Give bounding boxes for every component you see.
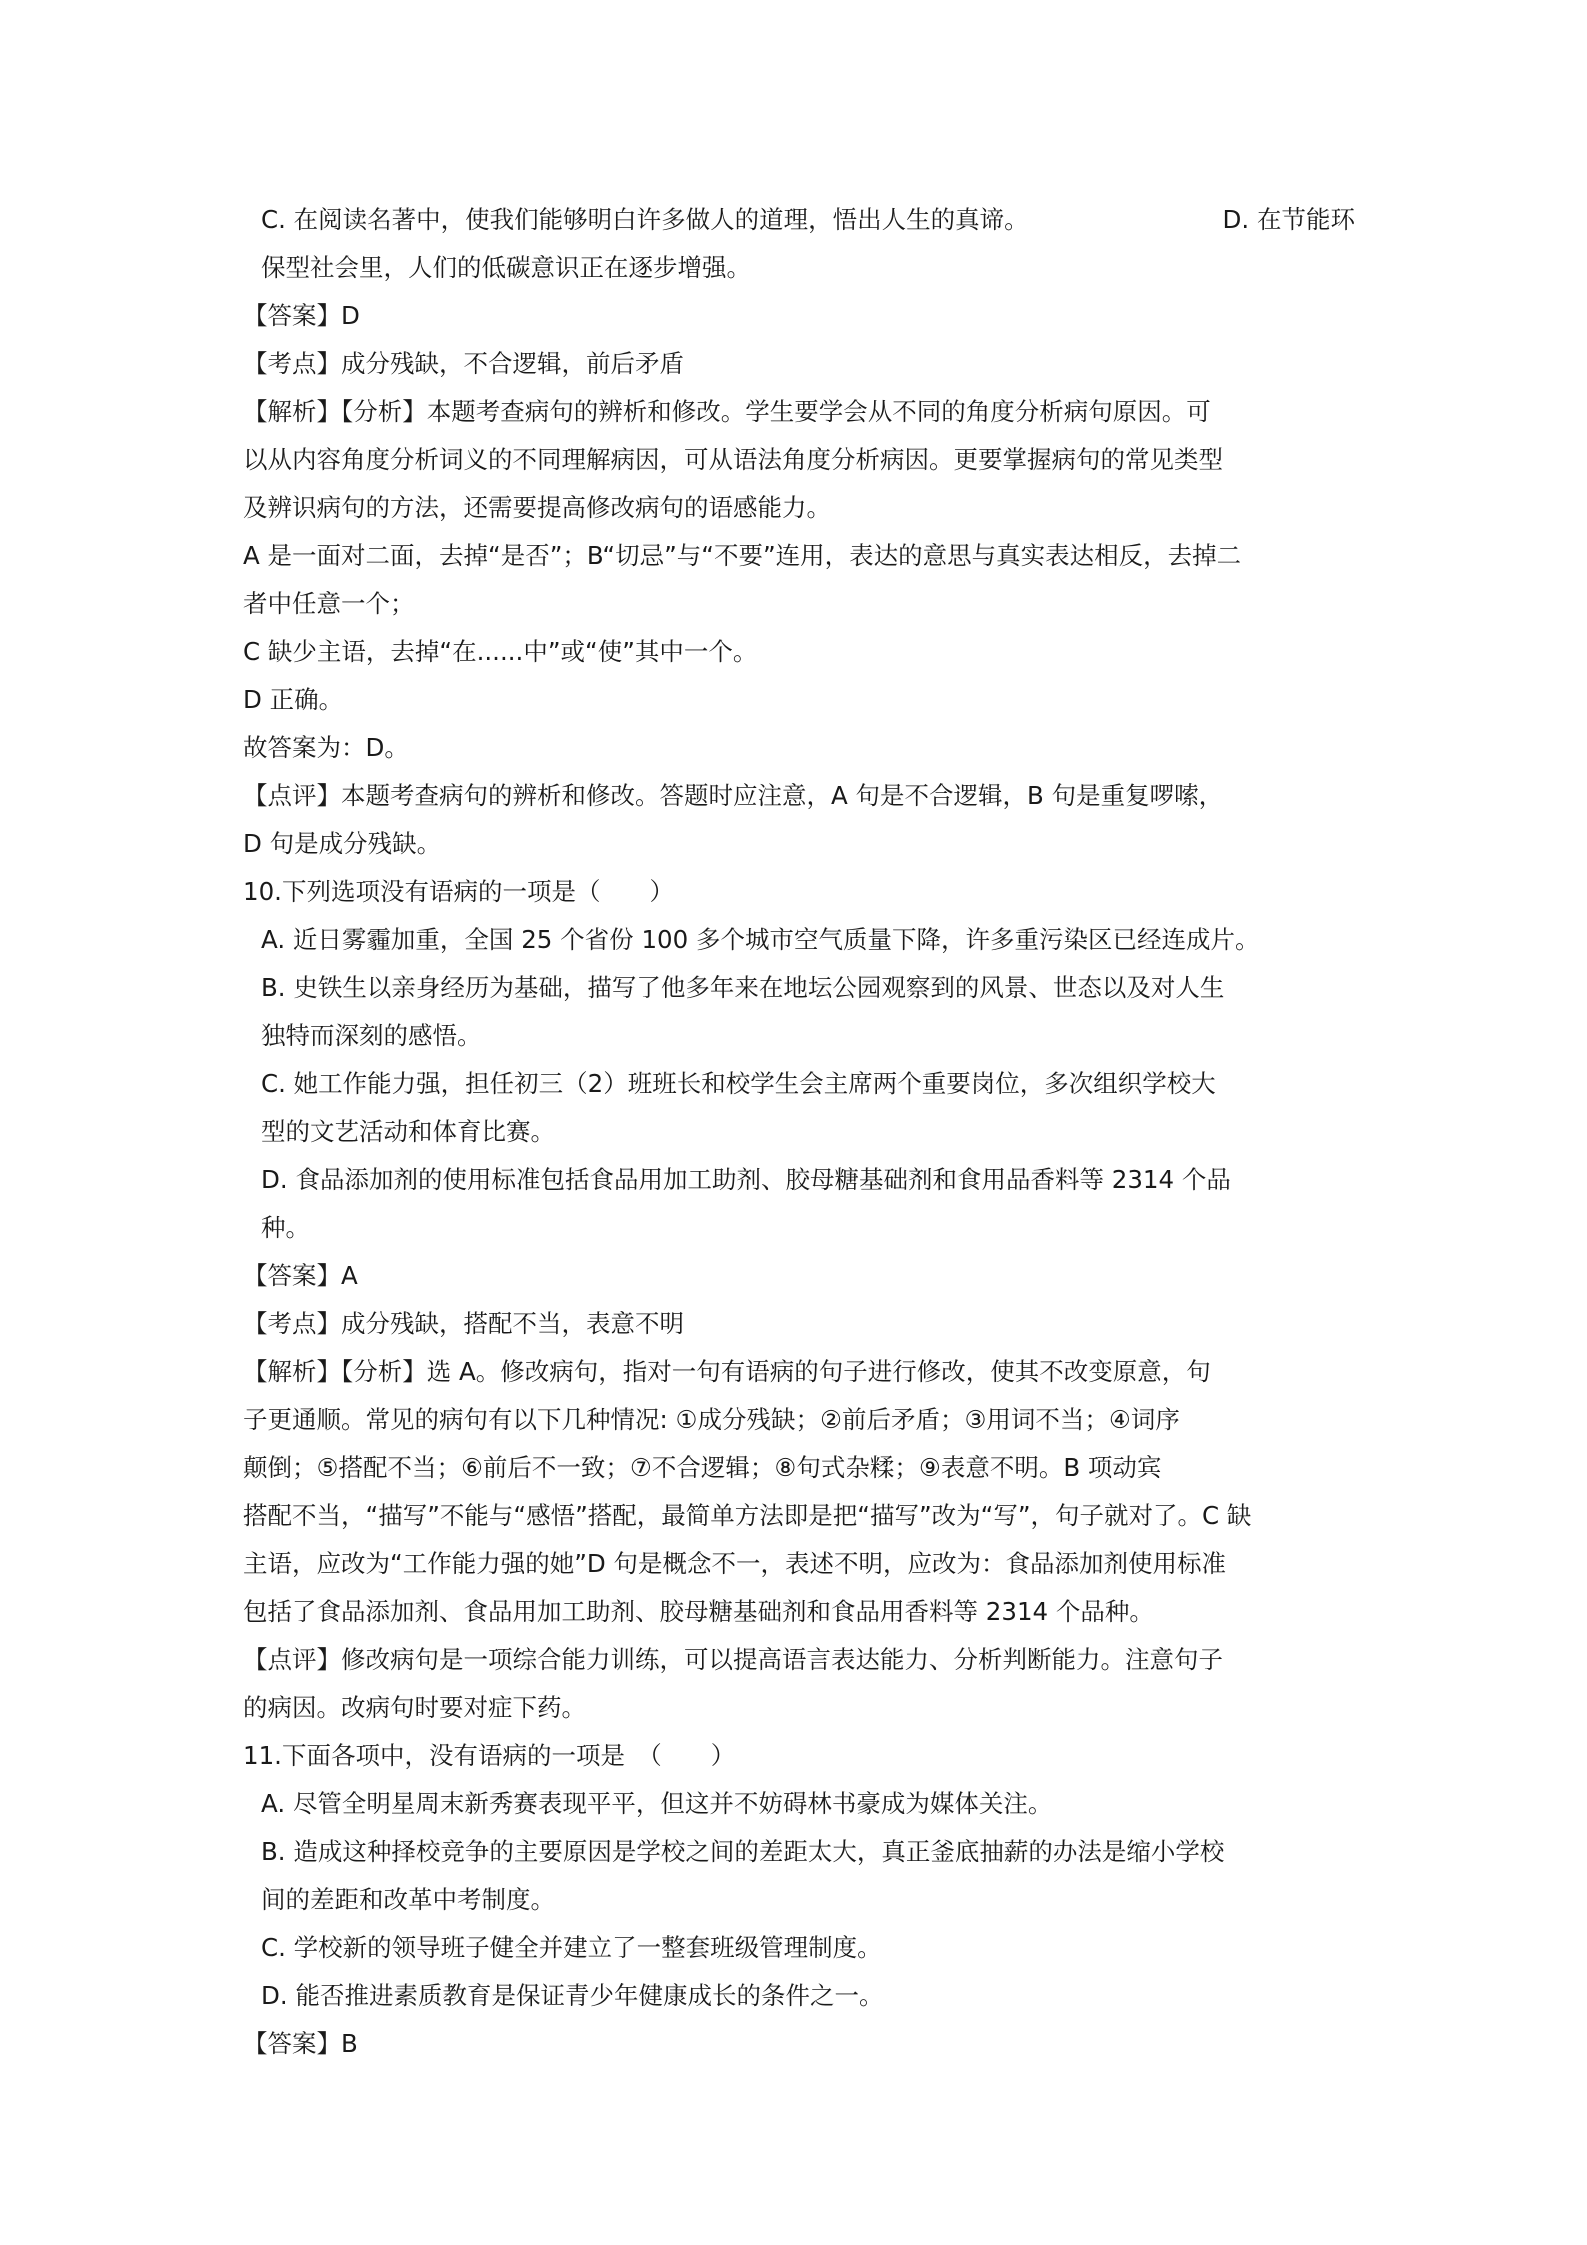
q9-option-d-cont: 保型社会里，人们的低碳意识正在逐步增强。 — [261, 253, 751, 282]
q10-option-b: B. 史铁生以亲身经历为基础，描写了他多年来在地坛公园观察到的风景、世态以及对人生 — [261, 973, 1225, 1002]
analysis-line: 颠倒；⑤搭配不当；⑥前后不一致；⑦不合逻辑；⑧句式杂糅；⑨表意不明。B 项动宾 — [243, 1453, 1162, 1482]
q11-answer: 【答案】B — [243, 2029, 358, 2058]
analysis-line: 【解析】【分析】选 A。修改病句，指对一句有语病的句子进行修改，使其不改变原意，句 — [243, 1357, 1211, 1386]
q10-option-b-cont: 独特而深刻的感悟。 — [261, 1021, 482, 1050]
q11-option-b: B. 造成这种择校竞争的主要原因是学校之间的差距太大，真正釜底抽薪的办法是缩小学校 — [261, 1837, 1225, 1866]
q10-options — [243, 916, 1355, 1252]
analysis-line: 子更通顺。常见的病句有以下几种情况: ①成分残缺；②前后矛盾；③用词不当；④词序 — [243, 1405, 1180, 1434]
q9-option-c-d-line — [243, 196, 1355, 244]
q10-option-c-cont: 型的文艺活动和体育比赛。 — [261, 1117, 555, 1146]
q10-option-d: D. 食品添加剂的使用标准包括食品用加工助剂、胶母糖基础剂和食用品香料等 2314 个品 — [261, 1165, 1231, 1194]
q9-option-d-start: D. 在节能环 — [1222, 205, 1355, 234]
q9-comment — [243, 772, 1355, 868]
q11-option-d: D. 能否推进素质教育是保证青少年健康成长的条件之一。 — [261, 1981, 884, 2010]
q11-options — [243, 1780, 1355, 2020]
analysis-line: 包括了食品添加剂、食品用加工助剂、胶母糖基础剂和食品用香料等 2314 个品种。 — [243, 1597, 1154, 1626]
q10-comment — [243, 1636, 1355, 1732]
document-page — [243, 196, 1355, 2068]
q11-option-a: A. 尽管全明星周末新秀赛表现平平，但这并不妨碍林书豪成为媒体关注。 — [261, 1789, 1053, 1818]
q11-option-c: C. 学校新的领导班子健全并建立了一整套班级管理制度。 — [261, 1933, 882, 1962]
q10-analysis — [243, 1348, 1355, 1636]
q10-option-c: C. 她工作能力强，担任初三（2）班班长和校学生会主席两个重要岗位，多次组织学校大 — [261, 1069, 1216, 1098]
analysis-line: 主语，应改为“工作能力强的她”D 句是概念不一，表述不明，应改为：食品添加剂使用标准 — [243, 1549, 1227, 1578]
comment-line: 【点评】修改病句是一项综合能力训练，可以提高语言表达能力、分析判断能力。注意句子 — [243, 1645, 1223, 1674]
comment-line: 的病因。改病句时要对症下药。 — [243, 1693, 586, 1722]
analysis-line: C 缺少主语，去掉“在......中”或“使”其中一个。 — [243, 637, 758, 666]
analysis-line: D 正确。 — [243, 685, 344, 714]
q9-option-c: C. 在阅读名著中，使我们能够明白许多做人的道理，悟出人生的真谛。 — [261, 205, 1029, 234]
analysis-line: 以从内容角度分析词义的不同理解病因，可从语法角度分析病因。更要掌握病句的常见类型 — [243, 445, 1223, 474]
q9-analysis — [243, 388, 1355, 772]
q11-stem: 11.下面各项中，没有语病的一项是 （ ） — [243, 1741, 736, 1770]
q10-option-d-cont: 种。 — [261, 1213, 310, 1242]
q9-kaodian: 【考点】成分残缺，不合逻辑，前后矛盾 — [243, 349, 684, 378]
q10-kaodian: 【考点】成分残缺，搭配不当，表意不明 — [243, 1309, 684, 1338]
analysis-line: 故答案为：D。 — [243, 733, 409, 762]
analysis-line: 搭配不当，“描写”不能与“感悟”搭配，最简单方法即是把“描写”改为“写”，句子就对了。C 缺 — [243, 1501, 1252, 1530]
q9-answer: 【答案】D — [243, 301, 360, 330]
analysis-line: 【解析】【分析】本题考查病句的辨析和修改。学生要学会从不同的角度分析病句原因。可 — [243, 397, 1211, 426]
q10-stem: 10.下列选项没有语病的一项是（ ） — [243, 877, 674, 906]
analysis-line: 及辨识病句的方法，还需要提高修改病句的语感能力。 — [243, 493, 831, 522]
analysis-line: 者中任意一个； — [243, 589, 415, 618]
q10-option-a: A. 近日雾霾加重，全国 25 个省份 100 多个城市空气质量下降，许多重污染区已经连成片。 — [261, 925, 1260, 954]
analysis-line: A 是一面对二面，去掉“是否”；B“切忌”与“不要”连用，表达的意思与真实表达相反，去掉二 — [243, 541, 1242, 570]
comment-line: D 句是成分残缺。 — [243, 829, 442, 858]
q10-answer: 【答案】A — [243, 1261, 358, 1290]
q11-option-b-cont: 间的差距和改革中考制度。 — [261, 1885, 555, 1914]
comment-line: 【点评】本题考查病句的辨析和修改。答题时应注意，A 句是不合逻辑，B 句是重复啰嗦， — [243, 781, 1224, 810]
